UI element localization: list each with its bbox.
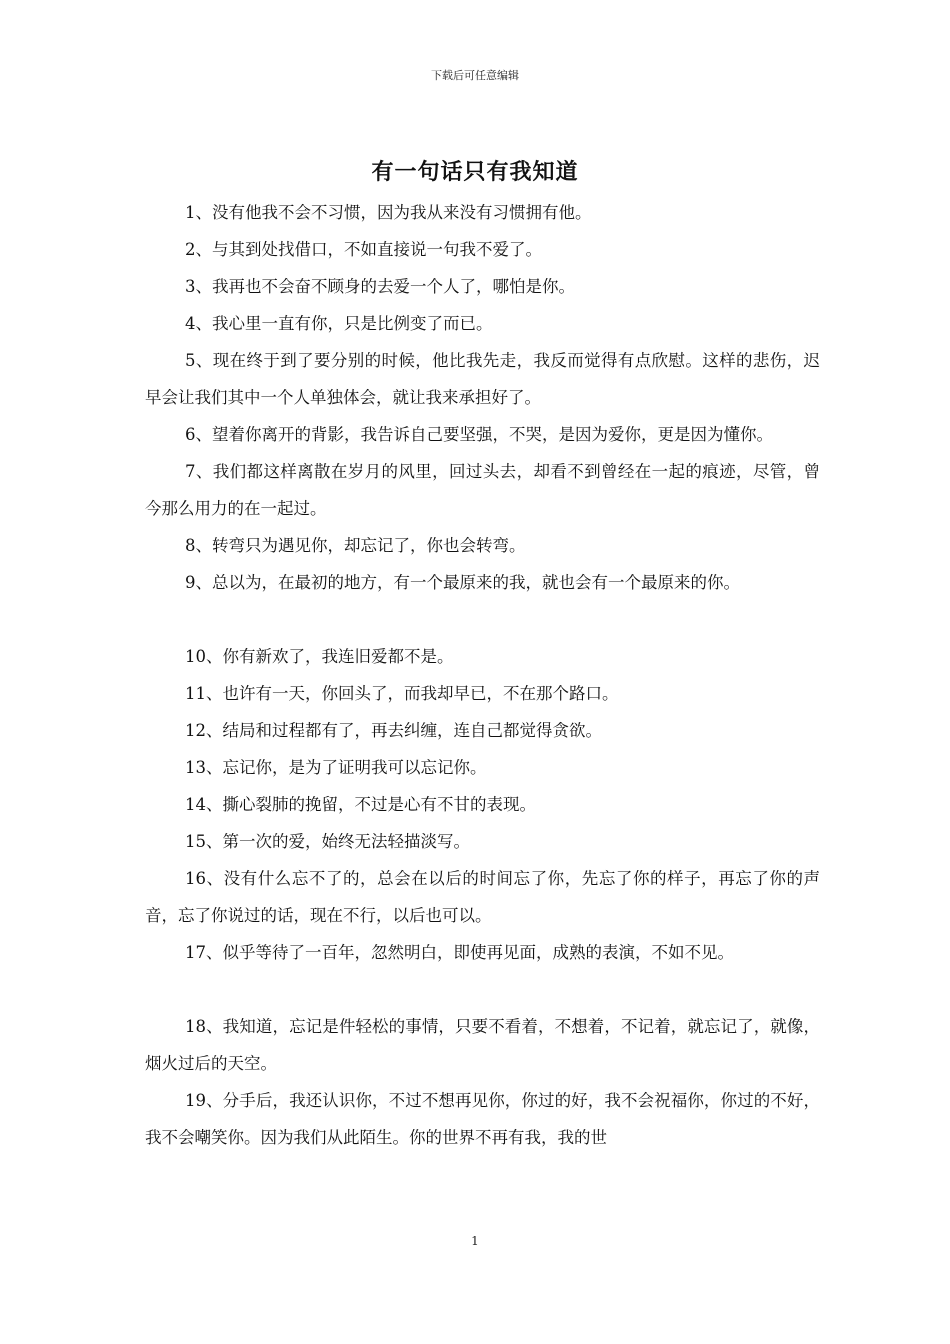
paragraph-10: 10、你有新欢了，我连旧爱都不是。: [185, 647, 454, 666]
paragraph-2: 2、与其到处找借口，不如直接说一句我不爱了。: [185, 240, 542, 259]
paragraph-12: 12、结局和过程都有了，再去纠缠，连自己都觉得贪欲。: [185, 721, 602, 740]
paragraph-1: 1、没有他我不会不习惯，因为我从来没有习惯拥有他。: [185, 203, 592, 222]
paragraph-14: 14、撕心裂肺的挽留，不过是心有不甘的表现。: [185, 795, 536, 814]
paragraph-5: 5、现在终于到了要分别的时候，他比我先走，我反而觉得有点欣慰。这样的悲伤，迟早会让我们其中一个人单独体会，就让我来承担好了。: [145, 351, 820, 407]
document-body: [145, 194, 820, 1156]
paragraph-7: 7、我们都这样离散在岁月的风里，回过头去，却看不到曾经在一起的痕迹，尽管，曾今那么用力的在一起过。: [145, 462, 820, 518]
paragraph-15: 15、第一次的爱，始终无法轻描淡写。: [185, 832, 470, 851]
page-number: 1: [471, 1234, 479, 1248]
paragraph-16: 16、没有什么忘不了的，总会在以后的时间忘了你，先忘了你的样子，再忘了你的声音，忘了你说过的话，现在不行，以后也可以。: [145, 869, 820, 925]
paragraph-13: 13、忘记你，是为了证明我可以忘记你。: [185, 758, 487, 777]
paragraph-9: 9、总以为，在最初的地方，有一个最原来的我，就也会有一个最原来的你。: [185, 573, 740, 592]
document-title: 有一句话只有我知道: [371, 159, 579, 185]
blank-line: [145, 601, 820, 638]
paragraph-3: 3、我再也不会奋不顾身的去爱一个人了，哪怕是你。: [185, 277, 575, 296]
paragraph-8: 8、转弯只为遇见你，却忘记了，你也会转弯。: [185, 536, 526, 555]
paragraph-4: 4、我心里一直有你，只是比例变了而已。: [185, 314, 493, 333]
paragraph-19: 19、分手后，我还认识你，不过不想再见你，你过的好，我不会祝福你，你过的不好，我不会嘲笑你。因为我们从此陌生。你的世界不再有我，我的世: [145, 1091, 820, 1147]
paragraph-6: 6、望着你离开的背影，我告诉自己要坚强，不哭，是因为爱你，更是因为懂你。: [185, 425, 773, 444]
header-note: 下载后可任意编辑: [431, 69, 519, 82]
paragraph-18: 18、我知道，忘记是件轻松的事情，只要不看着，不想着，不记着，就忘记了，就像，烟火过后的天空。: [145, 1017, 820, 1073]
blank-line: [145, 971, 820, 1008]
paragraph-11: 11、也许有一天，你回头了，而我却早已，不在那个路口。: [185, 684, 619, 703]
paragraph-17: 17、似乎等待了一百年，忽然明白，即使再见面，成熟的表演，不如不见。: [185, 943, 734, 962]
